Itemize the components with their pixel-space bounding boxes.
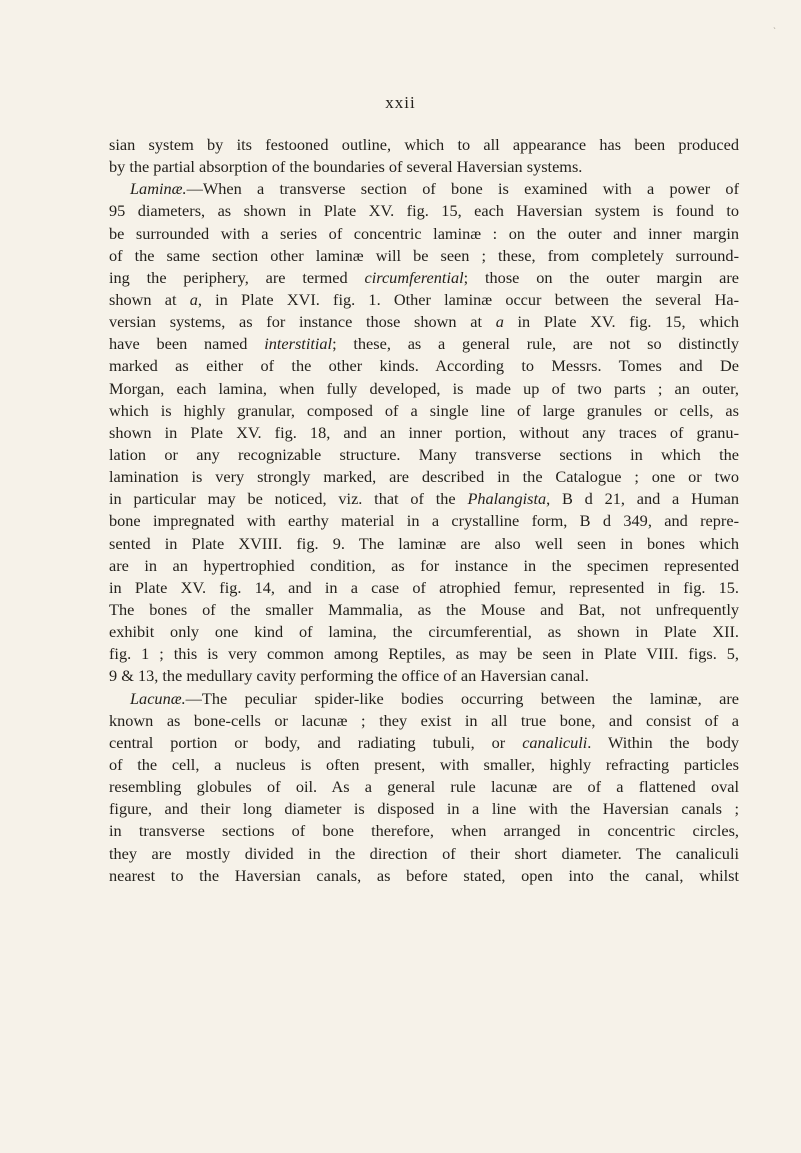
text-run: of the cell, a nucleus is often present, with smaller, highly refracting particles [109, 754, 739, 774]
text-line [109, 865, 739, 887]
text-run: lamination is very strongly marked, are described in the Catalogue ; one or two [109, 467, 739, 487]
text-run: fig. 1 ; this is very common among Reptiles, as may be seen in Plate VIII. figs. 5, [109, 644, 739, 664]
text-line [109, 510, 739, 532]
text-run: 95 diameters, as shown in Plate XV. fig. 15, each Haversian system is found to [109, 201, 739, 221]
corner-mark: ˎ [773, 19, 776, 29]
text-line [109, 533, 739, 555]
italic-term: Lacunæ. [130, 688, 186, 708]
italic-term: a [189, 289, 198, 309]
text-line [109, 223, 739, 245]
text-line [109, 400, 739, 422]
text-run: , in Plate XVI. fig. 1. Other laminæ occur between the several Ha- [197, 289, 740, 309]
text-run: —When a transverse section of bone is examined with a power of [186, 179, 739, 199]
text-line [109, 355, 739, 377]
text-line [109, 178, 739, 200]
italic-term: Phalangista [467, 489, 547, 509]
text-line [109, 754, 739, 776]
text-run: ; those on the outer margin are [463, 267, 739, 287]
text-line [109, 245, 739, 267]
text-run: sented in Plate XVIII. fig. 9. The laminæ are also well seen in bones which [109, 533, 739, 553]
text-run: are in an hypertrophied condition, as for instance in the specimen represented [109, 555, 739, 575]
text-run: figure, and their long diameter is disposed in a line with the Haversian canals ; [109, 799, 739, 819]
text-line [109, 555, 739, 577]
text-run: sian system by its festooned outline, which to all appearance has been produced [109, 135, 739, 154]
text-run: be surrounded with a series of concentric laminæ : on the outer and inner margin [109, 223, 739, 243]
italic-term: a [495, 312, 504, 332]
text-line [109, 200, 739, 222]
text-run: The bones of the smaller Mammalia, as the Mouse and Bat, not unfrequently [109, 599, 739, 619]
text-run: shown in Plate XV. fig. 18, and an inner portion, without any traces of granu- [109, 422, 739, 442]
text-run: of the same section other laminæ will be seen ; these, from completely surround- [109, 245, 739, 265]
text-run: bone impregnated with earthy material in a crystalline form, B d 349, and repre- [109, 511, 739, 531]
text-line [109, 643, 739, 665]
page-number: xxii [385, 93, 416, 112]
text-run: nearest to the Haversian canals, as before stated, open into the canal, whilst [109, 865, 739, 885]
text-line [109, 156, 739, 178]
text-run: Morgan, each lamina, when fully developed, is made up of two parts ; an outer, [109, 378, 739, 398]
text-run: central portion or body, and radiating tubuli, or [109, 732, 523, 752]
text-run: ; these, as a general rule, are not so distinctly [332, 334, 740, 354]
text-run: in transverse sections of bone therefore, when arranged in concentric circles, [109, 821, 739, 841]
text-line [109, 776, 739, 798]
text-line [109, 134, 739, 156]
text-line [109, 422, 739, 444]
text-run: by the partial absorption of the boundaries of several Haversian systems. [109, 157, 583, 177]
text-line [109, 621, 739, 643]
text-line [109, 820, 739, 842]
italic-term: circumferential [364, 267, 464, 287]
text-line [109, 333, 739, 355]
text-line [109, 599, 739, 621]
text-line [109, 444, 739, 466]
text-run: shown at [109, 289, 190, 309]
text-line [109, 311, 739, 333]
text-run: exhibit only one kind of lamina, the circumferential, as shown in Plate XII. [109, 622, 739, 642]
text-run: which is highly granular, composed of a single line of large granules or cells, as [109, 400, 739, 420]
text-line [109, 732, 739, 754]
text-run: in Plate XV. fig. 14, and in a case of atrophied femur, represented in fig. 15. [109, 577, 739, 597]
text-run: marked as either of the other kinds. According to Messrs. Tomes and De [109, 356, 739, 376]
text-run: they are mostly divided in the direction of their short diameter. The canaliculi [109, 843, 739, 863]
text-run: versian systems, as for instance those shown at [109, 312, 496, 332]
text-run: ing the periphery, are termed [109, 267, 365, 287]
text-run: 9 & 13, the medullary cavity performing the office of an Haversian canal. [109, 666, 589, 686]
text-run: —The peculiar spider-like bodies occurring between the laminæ, are [185, 688, 739, 708]
text-run: in particular may be noticed, viz. that of the [109, 489, 468, 509]
text-run: known as bone-cells or lacunæ ; they exist in all true bone, and consist of a [109, 710, 739, 730]
text-line [109, 688, 739, 710]
italic-term: interstitial [264, 334, 333, 354]
text-line [109, 843, 739, 865]
italic-term: Laminæ. [130, 179, 187, 199]
text-line [109, 710, 739, 732]
text-run: . Within the body [587, 732, 739, 752]
text-run: in Plate XV. fig. 15, which [503, 312, 739, 332]
text-run: have been named [109, 334, 265, 354]
text-line [109, 289, 739, 311]
text-line [109, 466, 739, 488]
text-line [109, 267, 739, 289]
text-run: lation or any recognizable structure. Many transverse sections in which the [109, 444, 739, 464]
italic-term: canaliculi [522, 732, 588, 752]
text-line [109, 488, 739, 510]
body-text [109, 134, 739, 887]
text-line [109, 577, 739, 599]
text-run: , B d 21, and a Human [546, 489, 740, 509]
text-line [109, 378, 739, 400]
text-line [109, 665, 739, 687]
text-line [109, 798, 739, 820]
text-run: resembling globules of oil. As a general rule lacunæ are of a flattened oval [109, 777, 739, 797]
